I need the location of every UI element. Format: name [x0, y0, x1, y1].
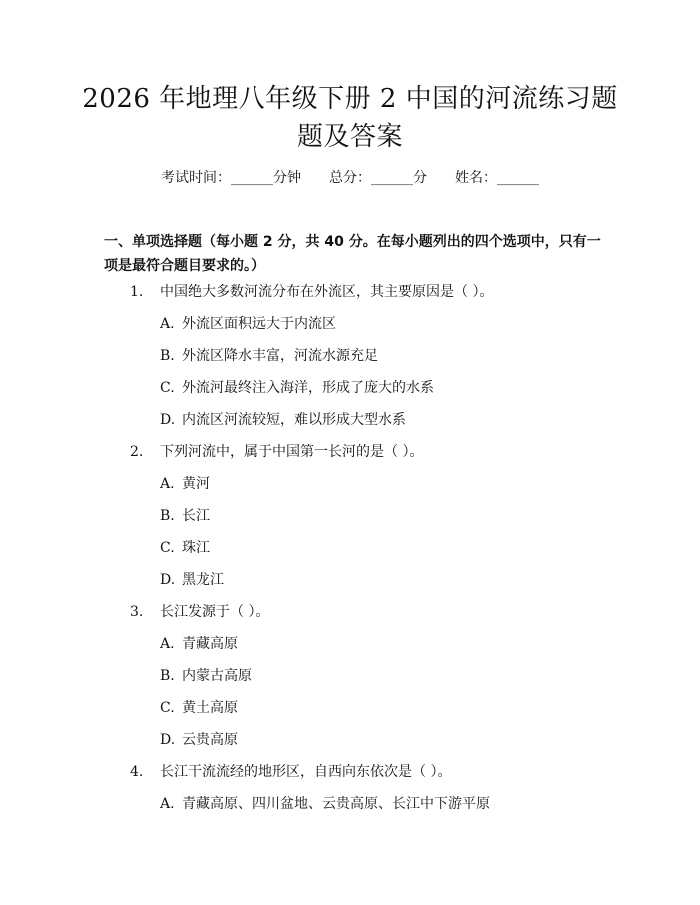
question-number: 4.	[130, 764, 144, 780]
option-text: 外流河最终注入海洋，形成了庞大的水系	[182, 380, 434, 396]
question-number: 3.	[130, 604, 144, 620]
total-score-label: 总分：______分	[329, 170, 427, 186]
student-name-label: 姓名：______	[455, 170, 539, 186]
question-text: 下列河流中，属于中国第一长河的是（ ）。	[160, 444, 424, 460]
option-text: 内流区河流较短，难以形成大型水系	[182, 412, 406, 428]
question-3-option-c	[160, 698, 238, 718]
question-3-option-b	[160, 666, 252, 686]
question-1-option-c	[160, 378, 434, 398]
exam-meta	[0, 168, 700, 188]
option-letter: B.	[160, 508, 175, 524]
option-letter: C.	[160, 380, 175, 396]
option-letter: D.	[160, 412, 176, 428]
question-3	[130, 602, 269, 622]
option-text: 青藏高原	[182, 636, 238, 652]
question-3-option-a	[160, 634, 238, 654]
option-letter: B.	[160, 668, 175, 684]
question-1	[130, 282, 493, 302]
option-letter: D.	[160, 572, 176, 588]
question-1-option-b	[160, 346, 378, 366]
question-4	[130, 762, 451, 782]
option-text: 黄土高原	[182, 700, 238, 716]
question-2	[130, 442, 423, 462]
title-line-1: 2026 年地理八年级下册 2 中国的河流练习题	[82, 84, 618, 114]
option-text: 珠江	[182, 540, 210, 556]
option-text: 长江	[182, 508, 210, 524]
option-letter: B.	[160, 348, 175, 364]
exam-time-label: 考试时间：______分钟	[161, 170, 301, 186]
question-4-option-a	[160, 794, 490, 814]
option-letter: A.	[160, 636, 175, 652]
option-text: 外流区面积远大于内流区	[182, 316, 336, 332]
question-number: 2.	[130, 444, 144, 460]
option-letter: D.	[160, 732, 176, 748]
section-heading: 一、单项选择题（每小题 2 分，共 40 分。在每小题列出的四个选项中，只有一项是最符合题目要求的。）	[104, 234, 601, 274]
option-text: 内蒙古高原	[182, 668, 252, 684]
question-1-option-a	[160, 314, 336, 334]
option-letter: A.	[160, 476, 175, 492]
option-text: 青藏高原、四川盆地、云贵高原、长江中下游平原	[182, 796, 490, 812]
question-text: 长江发源于（ ）。	[160, 604, 270, 620]
option-letter: C.	[160, 700, 175, 716]
option-letter: A.	[160, 316, 175, 332]
option-letter: A.	[160, 796, 175, 812]
title-line-2: 题及答案	[296, 122, 403, 152]
option-letter: C.	[160, 540, 175, 556]
question-2-option-b	[160, 506, 210, 526]
option-text: 黑龙江	[182, 572, 224, 588]
option-text: 外流区降水丰富，河流水源充足	[182, 348, 378, 364]
question-text: 长江干流流经的地形区，自西向东依次是（ ）。	[160, 764, 452, 780]
question-3-option-d	[160, 730, 238, 750]
question-2-option-d	[160, 570, 224, 590]
document-title	[60, 80, 640, 156]
option-text: 黄河	[182, 476, 210, 492]
question-text: 中国绝大多数河流分布在外流区，其主要原因是（ ）。	[160, 284, 494, 300]
question-2-option-c	[160, 538, 210, 558]
question-1-option-d	[160, 410, 406, 430]
option-text: 云贵高原	[182, 732, 238, 748]
question-2-option-a	[160, 474, 210, 494]
question-number: 1.	[130, 284, 144, 300]
